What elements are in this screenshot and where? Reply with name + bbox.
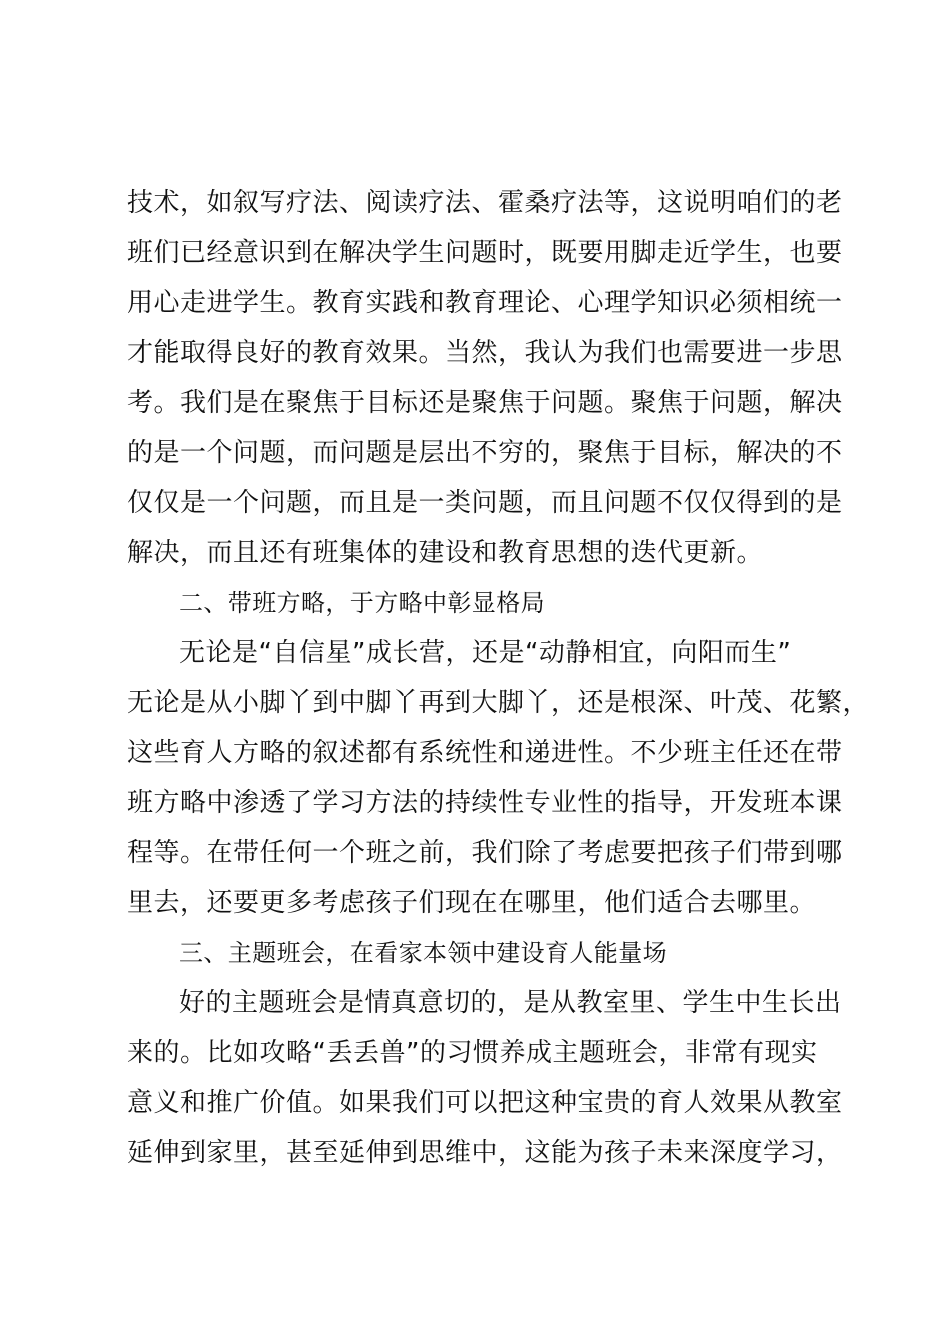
body-line: 解决，而且还有班集体的建设和教育思想的迭代更新。	[127, 538, 764, 568]
body-line: 仅仅是一个问题，而且是一类问题，而且问题不仅仅得到的是	[127, 488, 843, 518]
body-line: 延伸到家里，甚至延伸到思维中，这能为孩子未来深度学习，	[127, 1138, 843, 1168]
section-heading: 二、带班方略，于方略中彰显格局	[179, 589, 545, 617]
body-line: 班们已经意识到在解决学生问题时，既要用脚走近学生，也要	[127, 238, 843, 268]
section-heading: 三、主题班会，在看家本领中建设育人能量场	[179, 939, 667, 967]
body-line: 这些育人方略的叙述都有系统性和递进性。不少班主任还在带	[127, 738, 843, 768]
body-line: 的是一个问题，而问题是层出不穷的，聚焦于目标，解决的不	[127, 438, 843, 468]
body-line: 意义和推广价值。如果我们可以把这种宝贵的育人效果从教室	[127, 1088, 843, 1118]
body-line: 班方略中渗透了学习方法的持续性专业性的指导，开发班本课	[127, 788, 843, 818]
body-line: 里去，还要更多考虑孩子们现在在哪里，他们适合去哪里。	[127, 888, 817, 918]
body-line: 无论是从小脚丫到中脚丫再到大脚丫，还是根深、叶茂、花繁，	[127, 688, 870, 718]
body-line: 用心走进学生。教育实践和教育理论、心理学知识必须相统一	[127, 288, 843, 318]
paragraph-first-line: 好的主题班会是情真意切的，是从教室里、学生中生长出	[179, 988, 842, 1018]
paragraph-first-line: 无论是“自信星”成长营，还是“动静相宜，向阳而生”	[179, 638, 792, 668]
body-line: 才能取得良好的教育效果。当然，我认为我们也需要进一步思	[127, 338, 843, 368]
body-line: 技术，如叙写疗法、阅读疗法、霍桑疗法等，这说明咱们的老	[127, 188, 843, 218]
body-line: 来的。比如攻略“丢丢兽”的习惯养成主题班会，非常有现实	[127, 1038, 818, 1068]
body-line: 考。我们是在聚焦于目标还是聚焦于问题。聚焦于问题，解决	[127, 388, 843, 418]
document-body	[127, 178, 870, 1178]
body-line: 程等。在带任何一个班之前，我们除了考虑要把孩子们带到哪	[127, 838, 843, 868]
